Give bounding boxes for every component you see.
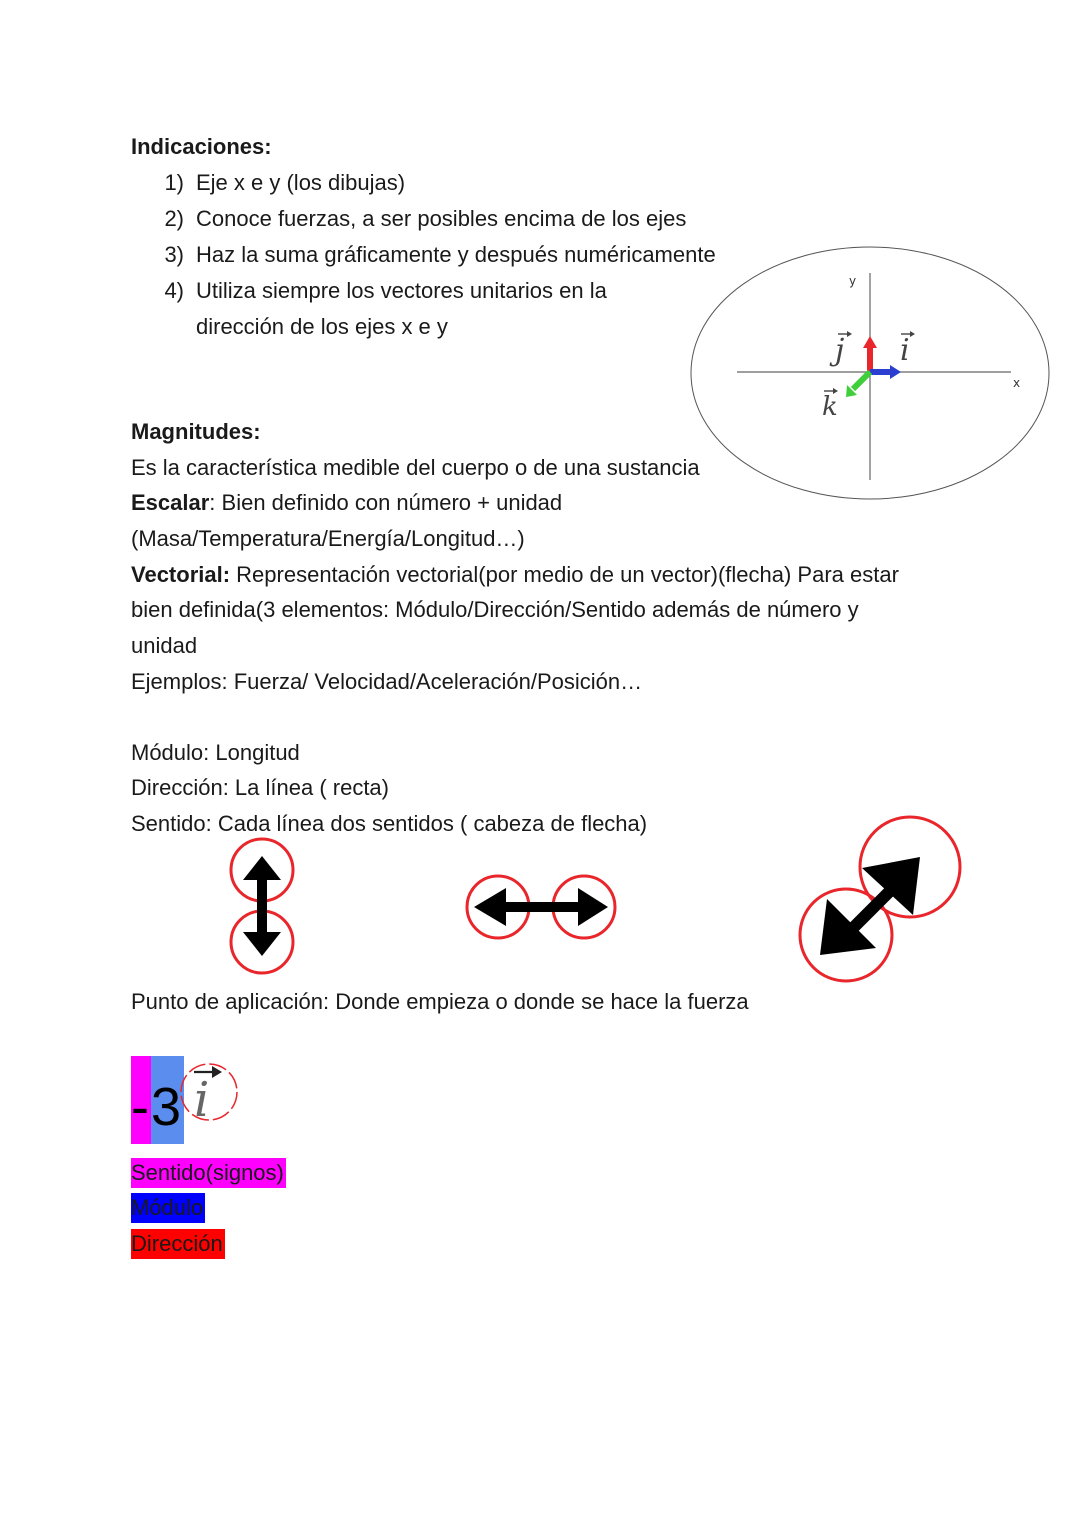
list-number: 4) [164,278,184,303]
modulo-line: Módulo: Longitud [131,740,300,765]
sentido-line: Sentido: Cada línea dos sentidos ( cabeza de flecha) [131,811,648,836]
j-label: j [835,333,845,368]
i-unit-vector [870,365,901,379]
punto-aplicacion-line: Punto de aplicación: Donde empieza o donde se hace la fuerza [131,989,749,1014]
legend-sentido: Sentido(signos) [131,1158,286,1188]
x-axis-label: x [1013,376,1021,390]
list-item-continuation: dirección de los ejes x e y [196,314,448,339]
vectorial-line-2: bien definida(3 elementos: Módulo/Dirección/Sentido además de número y [131,597,859,622]
indicaciones-heading: Indicaciones: [131,134,272,159]
k-unit-vector [846,372,870,397]
list-number: 2) [164,206,184,231]
k-label: k [822,392,838,422]
y-axis-label: y [849,274,857,288]
unit-vector-symbol: i [194,1072,210,1128]
vectorial-line-3: unidad [131,633,198,658]
i-label: i [900,333,910,368]
ejemplos-line: Ejemplos: Fuerza/ Velocidad/Aceleración/Posición… [131,669,643,694]
magnitudes-definition: Es la característica medible del cuerpo o de una sustancia [131,455,700,480]
legend-direccion: Dirección [131,1229,225,1259]
vectorial-label: Vectorial: [131,562,231,587]
list-item: Eje x e y (los dibujas) [196,170,406,195]
magnitudes-heading: Magnitudes: [131,419,261,444]
vectorial-line [131,560,899,590]
list-number: 1) [164,170,184,195]
vectorial-text: Representación vectorial(por medio de un vector)(flecha) Para estar [230,562,899,587]
escalar-text: : Bien definido con número + unidad [209,490,563,515]
unit-vectors-figure [689,245,1051,503]
escalar-line [131,488,562,518]
list-number: 3) [164,242,184,267]
escalar-examples: (Masa/Temperatura/Energía/Longitud…) [131,526,525,551]
direccion-line: Dirección: La línea ( recta) [131,775,389,800]
list-item: Utiliza siempre los vectores unitarios en la [196,278,607,303]
list-item: Haz la suma gráficamente y después numéricamente [196,242,716,267]
escalar-label: Escalar [131,490,210,515]
vertical-double-arrow-figure [222,836,302,976]
sign-text: - [131,1077,149,1137]
legend-modulo: Módulo [131,1193,205,1223]
diagonal-double-arrow-figure [796,815,966,985]
list-item: Conoce fuerzas, a ser posibles encima de los ejes [196,206,687,231]
j-unit-vector [863,336,877,371]
magnitude-text: 3 [151,1077,182,1137]
horizontal-double-arrow-figure [462,872,622,942]
unit-vector-i-figure [180,1048,242,1138]
